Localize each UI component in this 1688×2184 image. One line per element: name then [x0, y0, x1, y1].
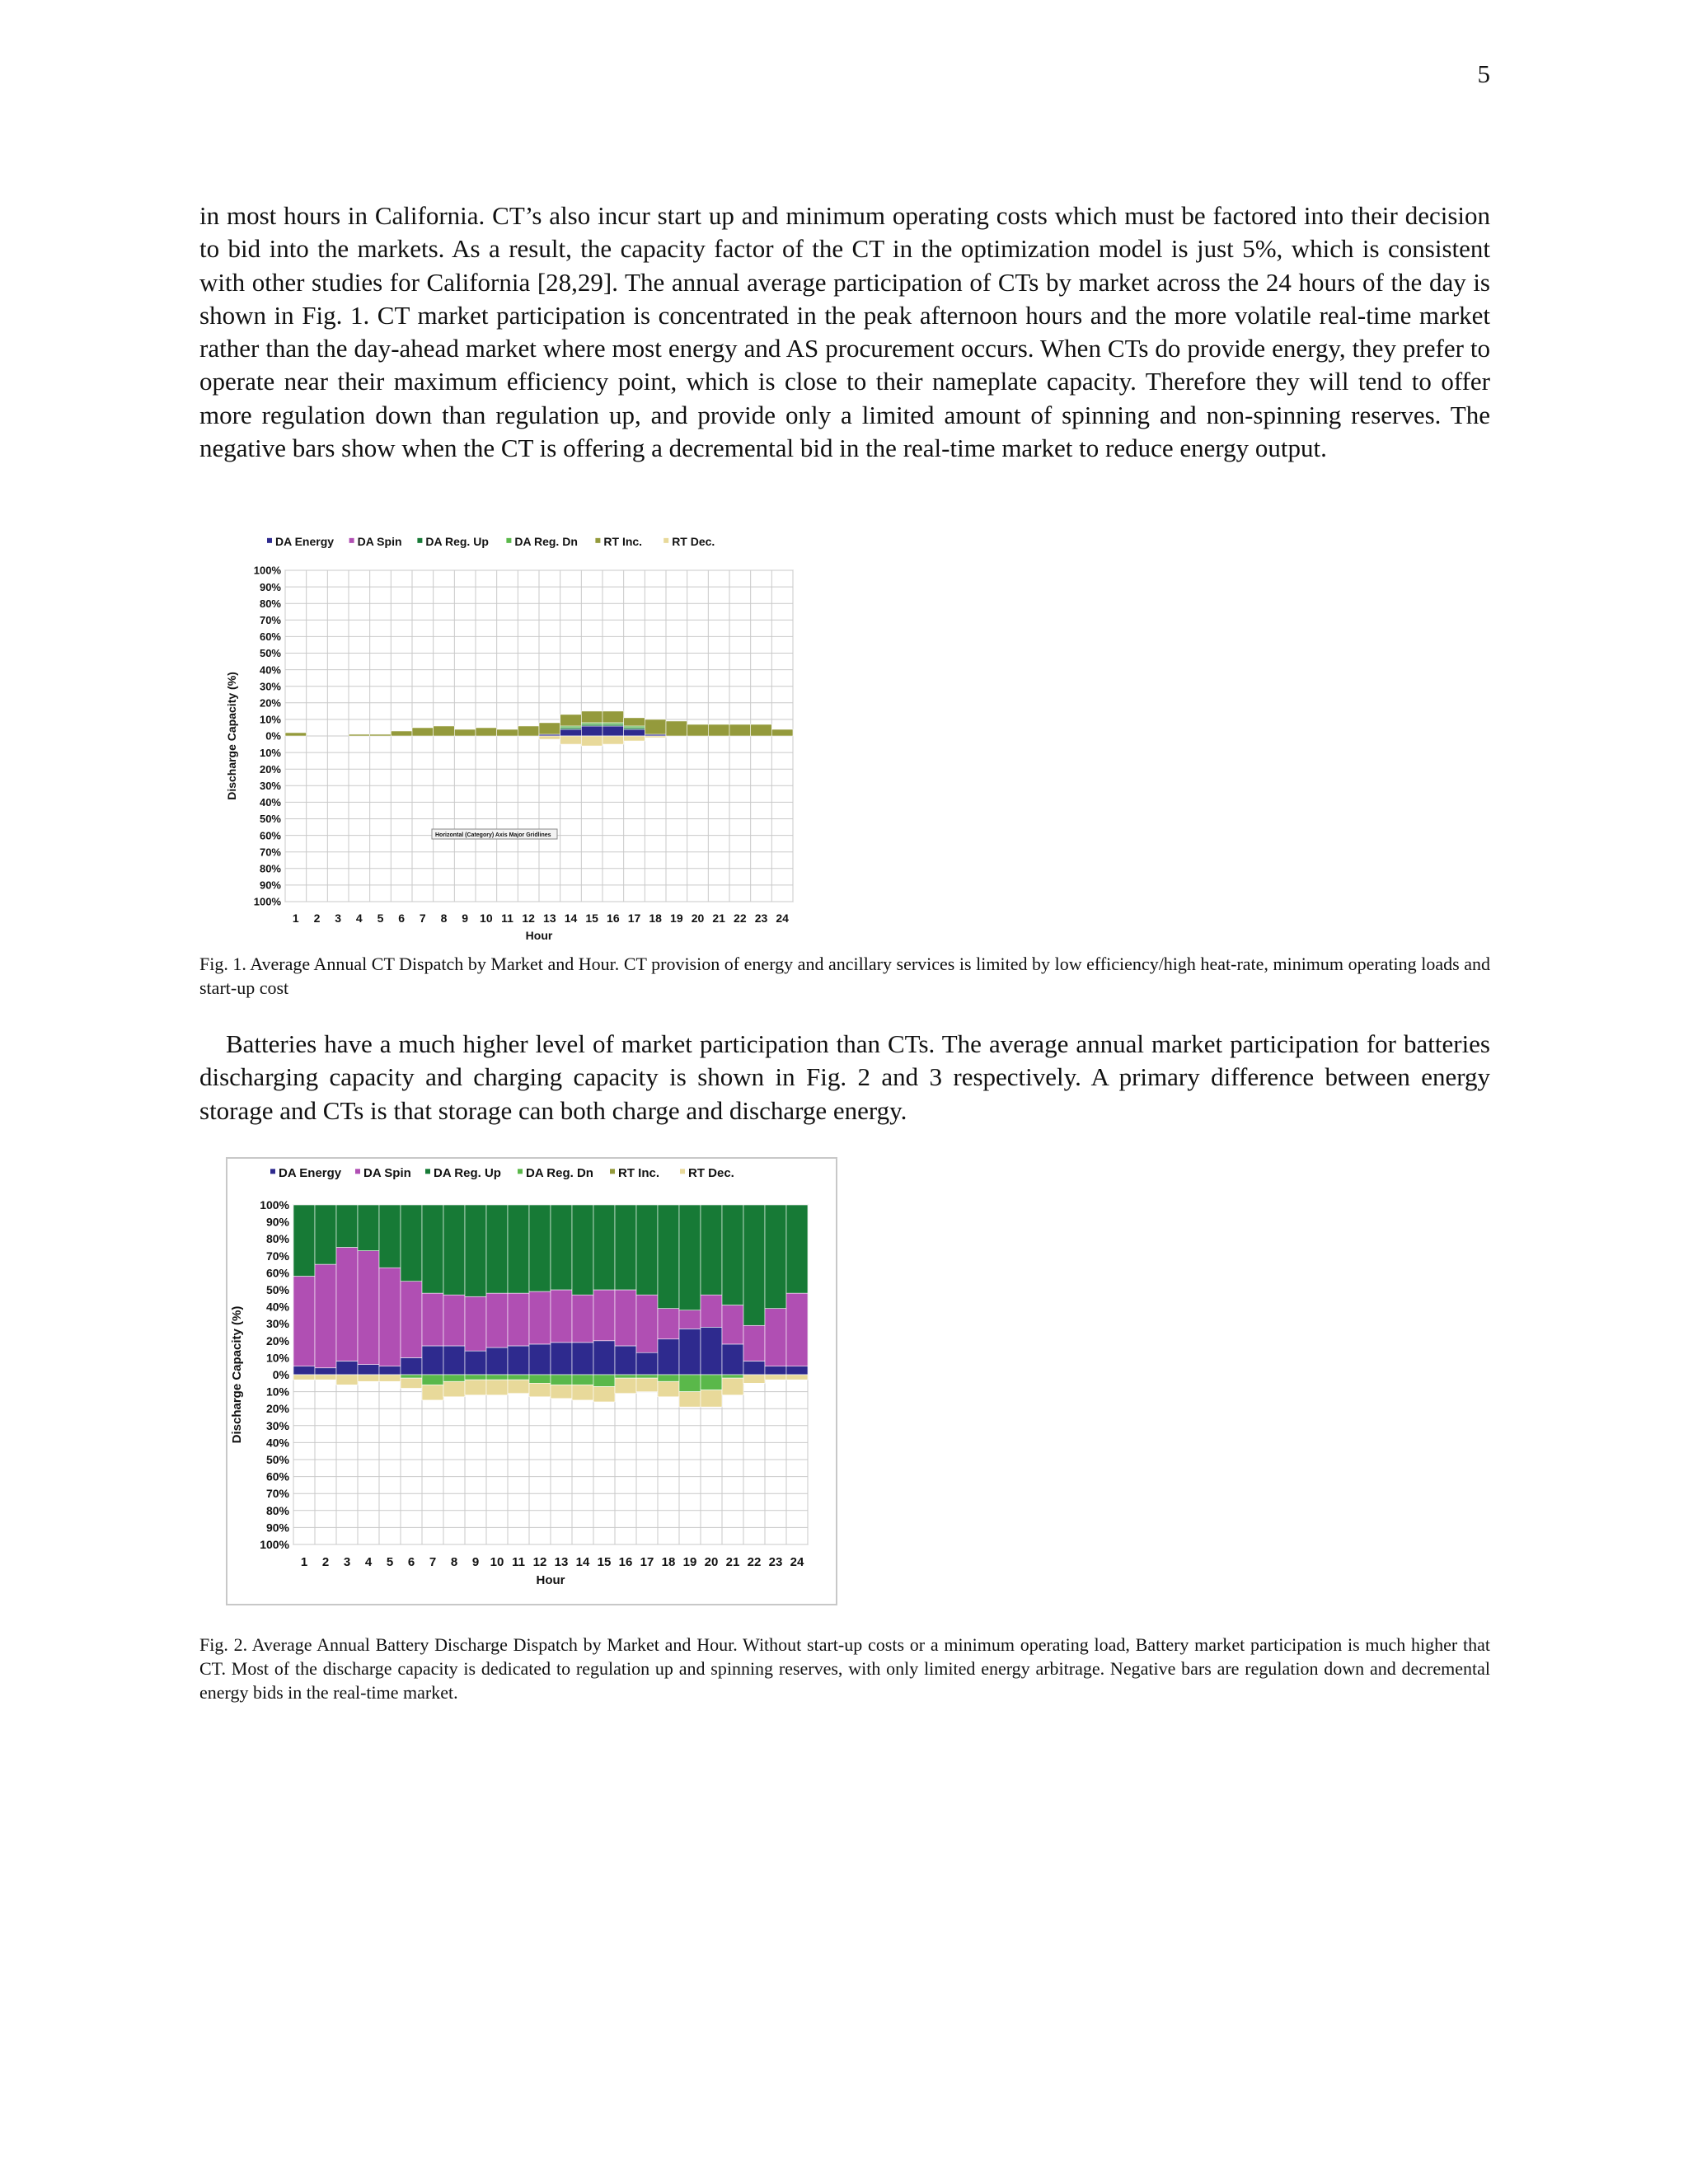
bar-segment — [486, 1380, 508, 1395]
legend-swatch — [355, 1169, 360, 1174]
bar-segment — [293, 1366, 315, 1375]
x-tick-label: 19 — [670, 912, 683, 925]
bar-segment — [293, 1205, 315, 1277]
y-tick-label: 70% — [259, 846, 281, 859]
bar-segment — [293, 1375, 315, 1380]
bar-segment — [539, 723, 560, 734]
bar-segment — [743, 1325, 765, 1361]
y-tick-label: 30% — [265, 1317, 289, 1331]
bar-segment — [786, 1205, 808, 1293]
legend-swatch — [425, 1169, 430, 1174]
y-tick-label: 90% — [259, 879, 281, 892]
bar-segment — [358, 1375, 379, 1381]
bar-segment — [293, 1277, 315, 1366]
bar-segment — [551, 1205, 572, 1290]
bar-segment — [476, 728, 497, 736]
bar-segment — [422, 1293, 443, 1346]
bar-segment — [443, 1205, 465, 1295]
bar-segment — [401, 1205, 422, 1282]
x-tick-label: 7 — [419, 912, 426, 925]
bar-segment — [658, 1309, 679, 1339]
y-tick-label: 20% — [259, 696, 281, 710]
x-tick-label: 5 — [377, 912, 384, 925]
bar-segment — [624, 729, 645, 736]
bar-segment — [358, 1365, 379, 1375]
y-tick-label: 80% — [265, 1503, 289, 1517]
y-tick-label: 50% — [265, 1453, 289, 1467]
bar-segment — [336, 1361, 358, 1375]
y-axis-title: Discharge Capacity (%) — [230, 1305, 244, 1444]
bar-segment — [581, 711, 603, 723]
bar-segment — [551, 1375, 572, 1385]
bar-segment — [422, 1346, 443, 1375]
figure-2-chart — [227, 1159, 836, 1604]
bar-segment — [560, 729, 582, 736]
bar-segment — [658, 1381, 679, 1397]
x-tick-label: 10 — [490, 1555, 504, 1569]
x-tick-label: 19 — [682, 1555, 697, 1569]
bar-segment — [379, 1375, 401, 1381]
body-paragraph-1: in most hours in California. CT’s also incur start up and minimum operating costs which must be factored into their decision to bid into the markets. As a result, the capacity factor of the CT in the optimization model is just 5%, which is consistent with other studies for California [28,29]. The annual average participation of CTs by market across the 24 hours of the day is shown in Fig. 1. CT market participation is concentrated in the peak afternoon hours and the more volatile real-time market rather than the day-ahead market where most energy and AS procurement occurs. When CTs do provide energy, they prefer to operate near their maximum efficiency point, which is close to their nameplate capacity. Therefore they will tend to offer more regulation down than regulation up, and provide only a limited amount of spinning and non-spinning reserves. The negative bars show when the CT is offering a decremental bid in the real-time market to reduce energy output. — [199, 201, 1490, 463]
bar-segment — [539, 734, 560, 736]
bar-segment — [636, 1375, 658, 1378]
bar-segment — [729, 724, 751, 736]
x-tick-label: 18 — [661, 1555, 676, 1569]
y-tick-label: 20% — [259, 762, 281, 776]
y-tick-label: 90% — [259, 580, 281, 593]
figure-1-chart — [221, 526, 798, 944]
bar-segment — [572, 1295, 593, 1343]
x-tick-label: 8 — [440, 912, 448, 925]
bar-segment — [465, 1205, 486, 1296]
bar-segment — [336, 1205, 358, 1248]
legend-label: DA Spin — [357, 535, 402, 548]
x-tick-label: 23 — [754, 912, 768, 925]
bar-segment — [701, 1375, 722, 1390]
bar-segment — [624, 728, 645, 729]
bar-segment — [771, 729, 793, 736]
bar-segment — [624, 736, 645, 741]
y-tick-label: 50% — [259, 813, 281, 826]
bar-segment — [581, 736, 603, 746]
bar-segment — [765, 1375, 786, 1380]
x-tick-label: 24 — [790, 1555, 804, 1569]
bar-segment — [581, 726, 603, 736]
y-tick-label: 0% — [265, 729, 281, 743]
y-tick-label: 90% — [265, 1521, 289, 1535]
bar-segment — [443, 1346, 465, 1375]
x-tick-label: 14 — [575, 1555, 590, 1569]
legend-label: RT Inc. — [618, 1166, 660, 1180]
bar-segment — [529, 1205, 551, 1291]
bar-segment — [422, 1205, 443, 1293]
x-axis-title: Hour — [536, 1573, 565, 1587]
x-tick-label: 21 — [725, 1555, 740, 1569]
y-tick-label: 50% — [259, 647, 281, 660]
x-tick-label: 13 — [543, 912, 556, 925]
figure-1-caption: Fig. 1. Average Annual CT Dispatch by Market and Hour. CT provision of energy and ancillary services is limited by low efficiency/high heat-rate, minimum operating loads and start-up cost — [199, 954, 1490, 998]
bar-segment — [572, 1375, 593, 1385]
bar-segment — [722, 1375, 743, 1378]
bar-segment — [422, 1375, 443, 1385]
x-tick-label: 13 — [554, 1555, 569, 1569]
bar-segment — [551, 1343, 572, 1375]
bar-segment — [603, 724, 624, 726]
bar-segment — [572, 1205, 593, 1295]
x-tick-label: 9 — [471, 1555, 480, 1569]
y-tick-label: 10% — [259, 713, 281, 726]
bar-segment — [508, 1380, 529, 1393]
x-tick-label: 21 — [712, 912, 725, 925]
y-tick-label: 40% — [259, 796, 281, 809]
figure-2 — [226, 1157, 837, 1605]
bar-segment — [508, 1375, 529, 1380]
legend-swatch — [267, 538, 272, 543]
bar-segment — [358, 1251, 379, 1365]
bar-segment — [486, 1347, 508, 1375]
x-tick-label: 18 — [649, 912, 662, 925]
bar-segment — [593, 1205, 615, 1290]
bar-segment — [636, 1205, 658, 1295]
y-tick-label: 100% — [260, 1538, 289, 1552]
bar-segment — [679, 1310, 701, 1329]
bar-segment — [581, 724, 603, 726]
legend-label: DA Energy — [275, 535, 335, 548]
x-tick-label: 5 — [386, 1555, 394, 1569]
bar-segment — [615, 1378, 636, 1394]
bar-segment — [701, 1205, 722, 1295]
y-tick-label: 20% — [265, 1402, 289, 1416]
bar-segment — [581, 723, 603, 724]
bar-segment — [379, 1366, 401, 1375]
bar-segment — [615, 1375, 636, 1378]
legend-label: DA Reg. Dn — [526, 1166, 593, 1180]
page-number: 5 — [1477, 59, 1490, 88]
bar-segment — [315, 1375, 336, 1380]
bar-segment — [765, 1309, 786, 1366]
legend-label: DA Reg. Dn — [514, 535, 578, 548]
bar-segment — [636, 1352, 658, 1375]
x-tick-label: 16 — [618, 1555, 633, 1569]
bar-segment — [679, 1375, 701, 1392]
legend-label: RT Dec. — [688, 1166, 734, 1180]
legend-label: RT Inc. — [603, 535, 643, 548]
bar-segment — [539, 736, 560, 739]
x-tick-label: 14 — [564, 912, 578, 925]
x-tick-label: 24 — [776, 912, 789, 925]
bar-segment — [401, 1357, 422, 1375]
body-paragraph-2: Batteries have a much higher level of market participation than CTs. The average annual market participation for batteries discharging capacity and charging capacity is shown in Fig. 2 and 3 respectively. A primary difference between energy storage and CTs is that storage can both charge and discharge energy. — [199, 1029, 1490, 1125]
bar-segment — [465, 1296, 486, 1351]
bar-segment — [624, 726, 645, 728]
y-tick-label: 80% — [259, 597, 281, 610]
y-tick-label: 10% — [265, 1351, 289, 1365]
bar-segment — [434, 726, 455, 736]
bar-segment — [593, 1290, 615, 1341]
legend-swatch — [270, 1169, 275, 1174]
legend-label: DA Reg. Up — [425, 535, 489, 548]
bar-segment — [743, 1375, 765, 1383]
x-tick-label: 11 — [512, 1555, 525, 1569]
x-tick-label: 17 — [627, 912, 641, 925]
bar-segment — [529, 1375, 551, 1383]
x-tick-label: 11 — [501, 912, 513, 925]
bar-segment — [722, 1305, 743, 1344]
x-tick-label: 8 — [450, 1555, 458, 1569]
x-tick-label: 23 — [768, 1555, 783, 1569]
legend-label: DA Reg. Up — [434, 1166, 501, 1180]
bar-segment — [572, 1385, 593, 1400]
bar-segment — [743, 1361, 765, 1375]
bar-segment — [422, 1385, 443, 1400]
bar-segment — [722, 1205, 743, 1305]
legend-swatch — [349, 538, 354, 543]
x-tick-label: 16 — [607, 912, 620, 925]
bar-segment — [560, 726, 582, 728]
bar-segment — [603, 723, 624, 724]
bar-segment — [401, 1378, 422, 1388]
legend-label: RT Dec. — [672, 535, 715, 548]
bar-segment — [701, 1390, 722, 1408]
x-tick-label: 3 — [335, 912, 342, 925]
bar-segment — [636, 1378, 658, 1391]
bar-segment — [443, 1381, 465, 1397]
y-tick-label: 20% — [265, 1333, 289, 1347]
legend-swatch — [663, 538, 668, 543]
bar-segment — [336, 1248, 358, 1361]
bar-segment — [497, 729, 518, 736]
bar-segment — [658, 1375, 679, 1381]
bar-segment — [315, 1264, 336, 1368]
bar-segment — [315, 1205, 336, 1264]
y-tick-label: 30% — [259, 680, 281, 693]
x-tick-label: 17 — [640, 1555, 654, 1569]
y-tick-label: 10% — [265, 1385, 289, 1399]
x-tick-label: 22 — [747, 1555, 762, 1569]
x-tick-label: 2 — [321, 1555, 330, 1569]
bar-segment — [508, 1205, 529, 1293]
legend-swatch — [518, 1169, 523, 1174]
bar-segment — [370, 734, 392, 736]
bar-segment — [751, 724, 772, 736]
x-tick-label: 3 — [343, 1555, 351, 1569]
bar-segment — [529, 1383, 551, 1396]
bar-segment — [593, 1386, 615, 1402]
bar-segment — [486, 1293, 508, 1347]
y-tick-label: 80% — [265, 1232, 289, 1246]
bar-segment — [603, 711, 624, 723]
bar-segment — [454, 729, 476, 736]
legend-swatch — [680, 1169, 685, 1174]
x-tick-label: 7 — [429, 1555, 437, 1569]
legend-swatch — [417, 538, 422, 543]
bar-segment — [603, 726, 624, 736]
x-tick-label: 1 — [292, 912, 299, 925]
bar-segment — [615, 1205, 636, 1290]
x-tick-label: 4 — [364, 1555, 373, 1569]
y-tick-label: 40% — [265, 1300, 289, 1314]
x-tick-label: 12 — [532, 1555, 547, 1569]
y-axis-title: Discharge Capacity (%) — [225, 672, 238, 800]
x-tick-label: 22 — [734, 912, 747, 925]
legend-swatch — [506, 538, 511, 543]
bar-segment — [486, 1375, 508, 1380]
bar-segment — [708, 724, 729, 736]
bar-segment — [391, 731, 412, 736]
bar-segment — [624, 718, 645, 726]
legend-label: DA Energy — [279, 1166, 342, 1180]
bar-segment — [645, 736, 666, 738]
bar-segment — [687, 724, 709, 736]
y-tick-label: 70% — [265, 1487, 289, 1501]
bar-segment — [560, 728, 582, 729]
x-tick-label: 20 — [704, 1555, 719, 1569]
bar-segment — [551, 1385, 572, 1398]
y-tick-label: 30% — [259, 779, 281, 792]
legend-swatch — [610, 1169, 615, 1174]
y-tick-label: 100% — [253, 564, 281, 577]
x-tick-label: 15 — [585, 912, 598, 925]
y-tick-label: 70% — [265, 1249, 289, 1263]
bar-segment — [358, 1205, 379, 1251]
bar-segment — [666, 721, 687, 736]
bar-segment — [701, 1295, 722, 1327]
bar-segment — [465, 1380, 486, 1395]
bar-segment — [379, 1205, 401, 1268]
x-tick-label: 6 — [398, 912, 406, 925]
bar-segment — [786, 1366, 808, 1375]
y-tick-label: 60% — [259, 630, 281, 644]
bar-segment — [615, 1346, 636, 1375]
bar-segment — [679, 1392, 701, 1408]
bar-segment — [679, 1205, 701, 1310]
bar-segment — [786, 1375, 808, 1380]
y-tick-label: 100% — [253, 895, 281, 908]
bar-segment — [465, 1375, 486, 1380]
y-tick-label: 0% — [272, 1368, 289, 1382]
x-tick-label: 12 — [522, 912, 535, 925]
y-tick-label: 70% — [259, 613, 281, 626]
x-tick-label: 4 — [355, 912, 363, 925]
figure-1 — [221, 526, 798, 944]
bar-segment — [658, 1205, 679, 1309]
bar-segment — [636, 1295, 658, 1352]
bar-segment — [603, 736, 624, 744]
y-tick-label: 40% — [259, 663, 281, 677]
x-tick-label: 2 — [313, 912, 321, 925]
bar-segment — [508, 1346, 529, 1375]
y-tick-label: 50% — [265, 1283, 289, 1297]
bar-segment — [765, 1366, 786, 1375]
bar-segment — [529, 1344, 551, 1375]
bar-segment — [722, 1344, 743, 1375]
bar-segment — [379, 1268, 401, 1366]
bar-segment — [443, 1375, 465, 1381]
bar-segment — [701, 1327, 722, 1375]
x-tick-label: 10 — [480, 912, 493, 925]
bar-segment — [560, 715, 582, 726]
bar-segment — [401, 1282, 422, 1358]
bar-segment — [743, 1205, 765, 1325]
y-tick-label: 30% — [265, 1418, 289, 1432]
bar-segment — [349, 734, 370, 736]
y-tick-label: 10% — [259, 746, 281, 759]
bar-segment — [658, 1339, 679, 1375]
bar-segment — [336, 1375, 358, 1385]
chart-tooltip-text: Horizontal (Category) Axis Major Gridlines — [435, 832, 551, 838]
bar-segment — [593, 1341, 615, 1375]
y-tick-label: 90% — [265, 1215, 289, 1229]
y-tick-label: 60% — [259, 829, 281, 842]
bar-segment — [786, 1293, 808, 1366]
bar-segment — [315, 1368, 336, 1375]
bar-segment — [529, 1291, 551, 1344]
legend-label: DA Spin — [363, 1166, 411, 1180]
bar-segment — [486, 1205, 508, 1293]
y-tick-label: 60% — [265, 1469, 289, 1483]
bar-segment — [722, 1378, 743, 1395]
x-tick-label: 15 — [597, 1555, 612, 1569]
bar-segment — [401, 1375, 422, 1378]
y-tick-label: 40% — [265, 1436, 289, 1450]
x-tick-label: 20 — [691, 912, 705, 925]
bar-segment — [679, 1329, 701, 1375]
y-tick-label: 80% — [259, 862, 281, 875]
x-tick-label: 1 — [300, 1555, 308, 1569]
y-tick-label: 60% — [265, 1266, 289, 1280]
bar-segment — [560, 736, 582, 744]
x-axis-title: Hour — [525, 929, 553, 942]
figure-2-caption: Fig. 2. Average Annual Battery Discharge Dispatch by Market and Hour. Without start-up costs or a minimum operating load, Battery market participation is much higher that CT. Most of the discharge capacity is dedicated to regulation up and spinning reserves, with only limited energy arbitrage. Negative bars are regulation down and decremental energy bids in the real-time market. — [199, 1634, 1490, 1703]
bar-segment — [465, 1351, 486, 1375]
x-tick-label: 6 — [407, 1555, 415, 1569]
bar-segment — [645, 719, 666, 734]
bar-segment — [615, 1290, 636, 1346]
bar-segment — [508, 1293, 529, 1346]
bar-segment — [572, 1343, 593, 1375]
bar-segment — [593, 1375, 615, 1386]
bar-segment — [551, 1290, 572, 1343]
x-tick-label: 9 — [462, 912, 469, 925]
y-tick-label: 100% — [260, 1198, 289, 1212]
bar-segment — [765, 1205, 786, 1309]
legend-swatch — [595, 538, 600, 543]
bar-segment — [518, 726, 539, 736]
bar-segment — [645, 734, 666, 736]
bar-segment — [443, 1295, 465, 1346]
bar-segment — [412, 728, 434, 736]
bar-segment — [285, 733, 307, 736]
